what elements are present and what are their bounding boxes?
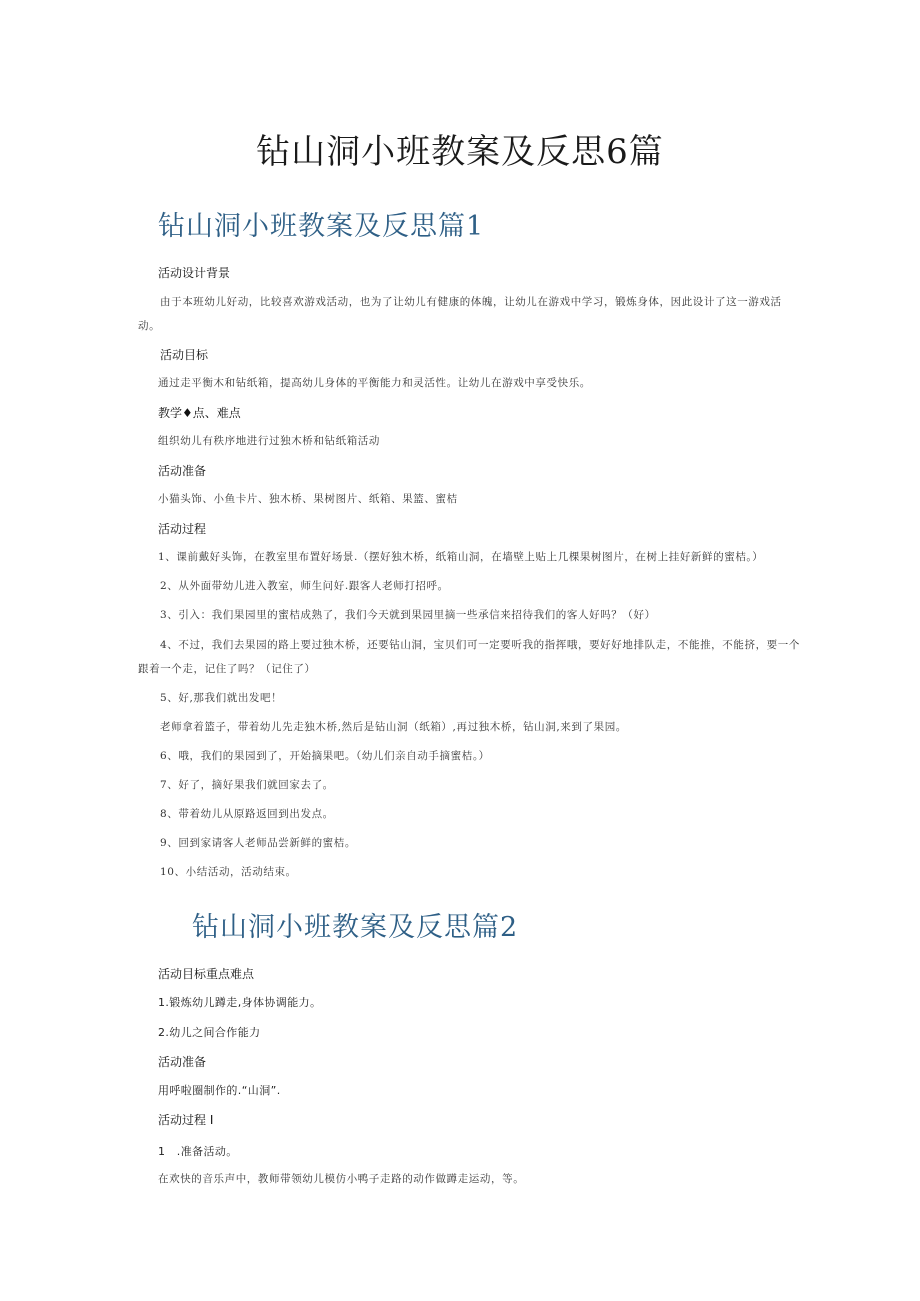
process-step-6: 6、哦，我们的果园到了，开始摘果吧。（幼儿们亲自动手摘蜜桔。） [160,750,490,762]
process-step-9: 9、回到家请客人老师品尝新鲜的蜜桔。 [160,837,356,849]
process-step-10: 10、小结活动，活动结束。 [160,866,297,878]
process-step-8: 8、带着幼儿从原路返回到出发点。 [160,808,334,820]
section-2-heading: 钻山洞小班教案及反思篇2 [192,912,519,943]
s2-process-step-1-detail: 在欢快的音乐声中，教师带领幼儿模仿小鸭子走路的动作做蹲走运动，等。 [158,1173,525,1185]
s2-goal-2: 2.幼儿之间合作能力 [158,1026,261,1039]
s2-goal-heading: 活动目标重点难点 [158,967,255,981]
bg-paragraph-line-1: 由于本班幼儿好动，比较喜欢游戏活动，也为了让幼儿有健康的体魄，让幼儿在游戏中学习，锻炼身体，因此设计了这一游戏活 [160,296,782,308]
key-points-paragraph: 组织幼儿有秩序地进行过独木桥和钻纸箱活动 [158,435,380,447]
s2-goal-1: 1.锻炼幼儿蹲走,身体协调能力。 [158,996,322,1009]
process-step-7: 7、好了，摘好果我们就回家去了。 [160,779,334,791]
s2-prep-heading: 活动准备 [158,1055,207,1069]
process-step-2: 2、从外面带幼儿进入教室，师生问好.跟客人老师打招呼。 [160,580,449,592]
s2-prep-paragraph: 用呼啦圈制作的.“山洞”. [158,1084,281,1097]
bg-paragraph-line-2: 动。 [138,320,161,332]
process-step-5: 5、好,那我们就出发吧！ [160,692,283,704]
document-title: 钻山洞小班教案及反思6篇 [256,132,664,172]
process-step-1: 1、课前戴好头饰，在教室里布置好场景.（摆好独木桥，纸箱山洞，在墙壁上贴上几棵果树图片，在树上挂好新鲜的蜜桔。） [158,551,764,563]
process-step-4-line-1: 4、不过，我们去果园的路上要过独木桥，还要钻山洞，宝贝们可一定要听我的指挥哦，要好好地排队走，不能推，不能挤，要一个 [160,639,800,651]
prep-heading: 活动准备 [158,464,207,478]
bg-heading: 活动设计背景 [158,266,231,280]
key-points-heading: 教学♦点、难点 [158,406,241,420]
process-heading: 活动过程 [158,522,207,536]
section-1-heading: 钻山洞小班教案及反思篇1 [158,211,485,242]
s2-process-step-1: 1 .准备活动。 [158,1145,238,1158]
process-step-5-detail: 老师拿着篮子，带着幼儿先走独木桥,然后是钻山洞（纸箱）,再过独木桥，钻山洞,来到了果园。 [160,721,627,733]
goal-paragraph: 通过走平衡木和钻纸箱，提高幼儿身体的平衡能力和灵活性。让幼儿在游戏中享受快乐。 [158,377,591,389]
goal-heading: 活动目标 [160,348,209,362]
s2-process-heading: 活动过程 I [158,1113,214,1127]
process-step-3: 3、引入：我们果园里的蜜桔成熟了，我们今天就到果园里摘一些承信来招待我们的客人好吗？（好） [160,609,656,621]
prep-paragraph: 小猫头饰、小鱼卡片、独木桥、果树图片、纸箱、果篮、蜜桔 [158,493,458,505]
process-step-4-line-2: 跟着一个走，记住了吗？（记住了） [138,663,316,675]
